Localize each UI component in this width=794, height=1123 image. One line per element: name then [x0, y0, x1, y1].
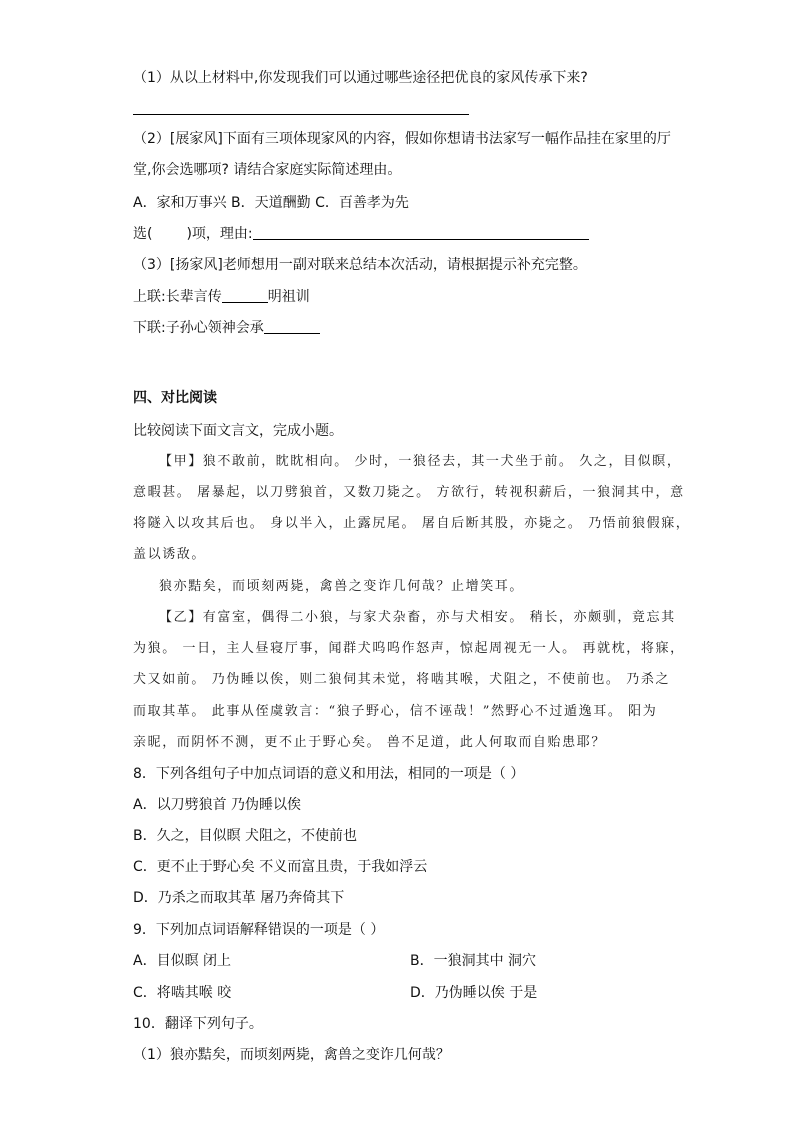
passage-yi-line: 为狼。 一日，主人昼寝厅事，闻群犬呜呜作怒声，惊起周视无一人。 再就枕，将寐， [133, 641, 685, 656]
question-9-option-b[interactable]: B．一狼洞其中 洞穴 [410, 953, 537, 969]
couplet-lower-blank[interactable] [264, 319, 320, 334]
couplet-upper-blank[interactable] [222, 288, 268, 303]
couplet-upper [133, 287, 310, 307]
question-10-stem: 10．翻译下列句子。 [133, 1016, 263, 1032]
answer-blank-1[interactable] [133, 114, 469, 115]
passage-jia-line: 盖以诱敌。 [133, 547, 207, 562]
passage-yi-line: 亲昵，而阴怀不测，更不止于野心矣。 兽不足道，此人何取而自贻患耶？ [133, 735, 606, 750]
reason-blank[interactable] [253, 225, 589, 240]
couplet-lower-text: 下联:子孙心领神会承 [133, 320, 264, 336]
question-8-option-a[interactable]: A．以刀劈狼首 乃伪睡以俟 [133, 797, 302, 813]
question-9-option-d[interactable]: D．乃伪睡以俟 于是 [410, 985, 538, 1001]
family-options: A．家和万事兴 B．天道酬勤 C．百善孝为先 [133, 195, 409, 211]
couplet-upper-b: 明祖训 [267, 289, 310, 305]
question-family-2-line1: （2）[展家风]下面有三项体现家风的内容，假如你想请书法家写一幅作品挂在家里的厅 [133, 131, 671, 147]
question-10-sentence-1: （1）狼亦黠矣，而顷刻两毙，禽兽之变诈几何哉？ [133, 1047, 450, 1063]
choose-prefix: 选( [133, 226, 153, 242]
question-9-option-a[interactable]: A．目似瞑 闭上 [133, 953, 232, 969]
question-8-option-d[interactable]: D．乃杀之而取其革 屠乃奔倚其下 [133, 890, 345, 906]
passage-jia-end: 狼亦黠矣，而顷刻两毙，禽兽之变诈几何哉？止增笑耳。 [159, 579, 525, 594]
question-9-option-c[interactable]: C．将啮其喉 咬 [133, 985, 232, 1001]
choose-mid: )项，理由: [186, 226, 253, 242]
question-family-2-line2: 堂,你会选哪项? 请结合家庭实际简述理由。 [133, 162, 402, 178]
couplet-upper-a: 上联:长辈言传 [133, 289, 222, 305]
passage-yi-line: 而取其革。 此事从侄虞敦言：“狼子野心，信不诬哉！”然野心不过遁逸耳。 阳为 [133, 704, 658, 719]
question-family-3: （3）[扬家风]老师想用一副对联来总结本次活动，请根据提示补充完整。 [133, 257, 587, 273]
question-family-1: （1）从以上材料中,你发现我们可以通过哪些途径把优良的家风传承下来? [133, 70, 588, 86]
question-8-option-b[interactable]: B．久之，目似瞑 犬阻之，不使前也 [133, 828, 358, 844]
section-instruction: 比较阅读下面文言文，完成小题。 [133, 423, 343, 439]
question-8-stem: 8．下列各组句子中加点词语的意义和用法，相同的一项是（ ） [133, 766, 525, 782]
passage-jia-line: 将隧入以攻其后也。 身以半入，止露尻尾。 屠自后断其股，亦毙之。 乃悟前狼假寐， [133, 516, 691, 531]
passage-yi-line: 犬又如前。 乃伪睡以俟，则二狼伺其未觉，将啮其喉，犬阻之，不使前也。 乃杀之 [133, 672, 671, 687]
passage-yi-line: 【乙】有富室，偶得二小狼，与家犬杂畜，亦与犬相安。 稍长，亦颇驯，竟忘其 [159, 610, 676, 625]
question-9-stem: 9．下列加点词语解释错误的一项是（ ） [133, 922, 385, 938]
question-8-option-c[interactable]: C．更不止于野心矣 不义而富且贵，于我如浮云 [133, 859, 428, 875]
passage-jia-line: 意暇甚。 屠暴起，以刀劈狼首，又数刀毙之。 方欲行，转视积薪后，一狼洞其中，意 [133, 485, 685, 500]
section-heading: 四、对比阅读 [133, 390, 217, 406]
choose-line [133, 224, 589, 244]
passage-jia-line: 【甲】狼不敢前，眈眈相向。 少时，一狼径去，其一犬坐于前。 久之，目似瞑， [159, 454, 682, 469]
couplet-lower [133, 318, 320, 338]
